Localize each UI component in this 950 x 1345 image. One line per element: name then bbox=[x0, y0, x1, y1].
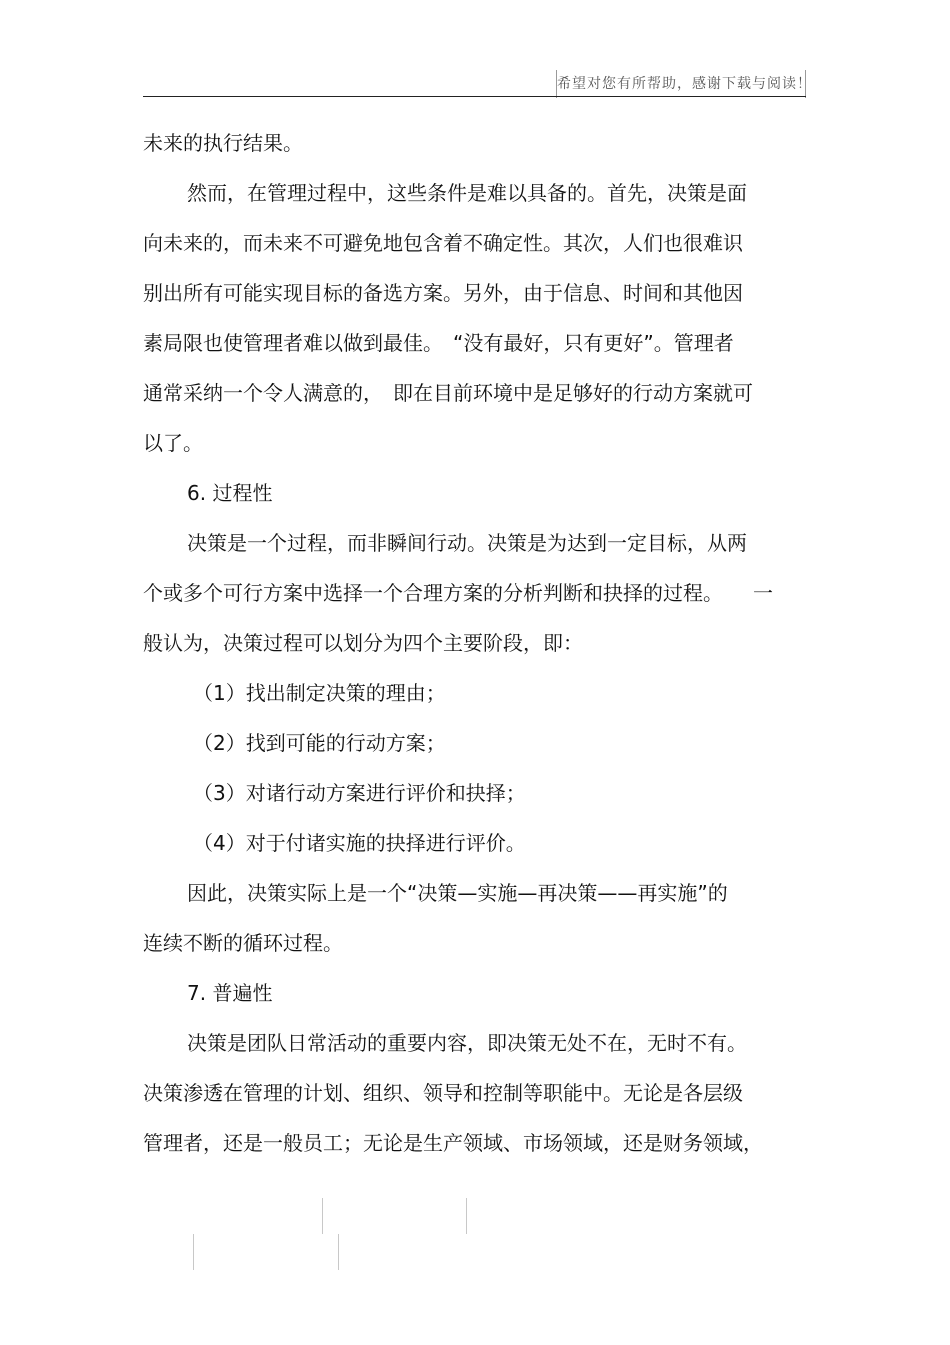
body-line: 个或多个可行方案中选择一个合理方案的分析判断和抉择的过程。 一 bbox=[143, 581, 773, 605]
table-border-fragment bbox=[322, 1198, 323, 1234]
header-rule bbox=[143, 96, 806, 97]
body-line: 素局限也使管理者难以做到最佳。 “没有最好，只有更好”。管理者 bbox=[143, 331, 734, 355]
body-line: 连续不断的循环过程。 bbox=[143, 931, 343, 955]
body-line: 以了。 bbox=[143, 431, 203, 455]
body-line: 般认为，决策过程可以划分为四个主要阶段，即： bbox=[143, 631, 583, 655]
body-line: 然而，在管理过程中，这些条件是难以具备的。首先，决策是面 bbox=[187, 181, 747, 205]
section-heading: 6. 过程性 bbox=[187, 481, 273, 505]
body-line: 未来的执行结果。 bbox=[143, 131, 303, 155]
body-line: 别出所有可能实现目标的备选方案。另外，由于信息、时间和其他因 bbox=[143, 281, 743, 305]
table-border-fragment bbox=[338, 1234, 339, 1270]
body-line: 管理者，还是一般员工；无论是生产领域、市场领域，还是财务领域， bbox=[143, 1131, 763, 1155]
body-line: 通常采纳一个令人满意的， 即在目前环境中是足够好的行动方案就可 bbox=[143, 381, 753, 405]
table-border-fragment bbox=[466, 1198, 467, 1234]
page-body bbox=[143, 118, 806, 1168]
body-line: 因此，决策实际上是一个“决策—实施—再决策——再实施”的 bbox=[187, 881, 728, 905]
section-heading: 7. 普遍性 bbox=[187, 981, 273, 1005]
table-border-fragment bbox=[193, 1234, 194, 1270]
list-item: （4）对于付诸实施的抉择进行评价。 bbox=[193, 831, 526, 855]
list-item: （3）对诸行动方案进行评价和抉择； bbox=[193, 781, 526, 805]
body-line: 决策是团队日常活动的重要内容，即决策无处不在，无时不有。 bbox=[187, 1031, 747, 1055]
body-line: 决策是一个过程，而非瞬间行动。决策是为达到一定目标，从两 bbox=[187, 531, 747, 555]
body-line: 向未来的，而未来不可避免地包含着不确定性。其次，人们也很难识 bbox=[143, 231, 743, 255]
body-line: 决策渗透在管理的计划、组织、领导和控制等职能中。无论是各层级 bbox=[143, 1081, 743, 1105]
list-item: （1）找出制定决策的理由； bbox=[193, 681, 446, 705]
list-item: （2）找到可能的行动方案； bbox=[193, 731, 446, 755]
header-note: 希望对您有所帮助，感谢下载与阅读！ bbox=[556, 70, 806, 98]
